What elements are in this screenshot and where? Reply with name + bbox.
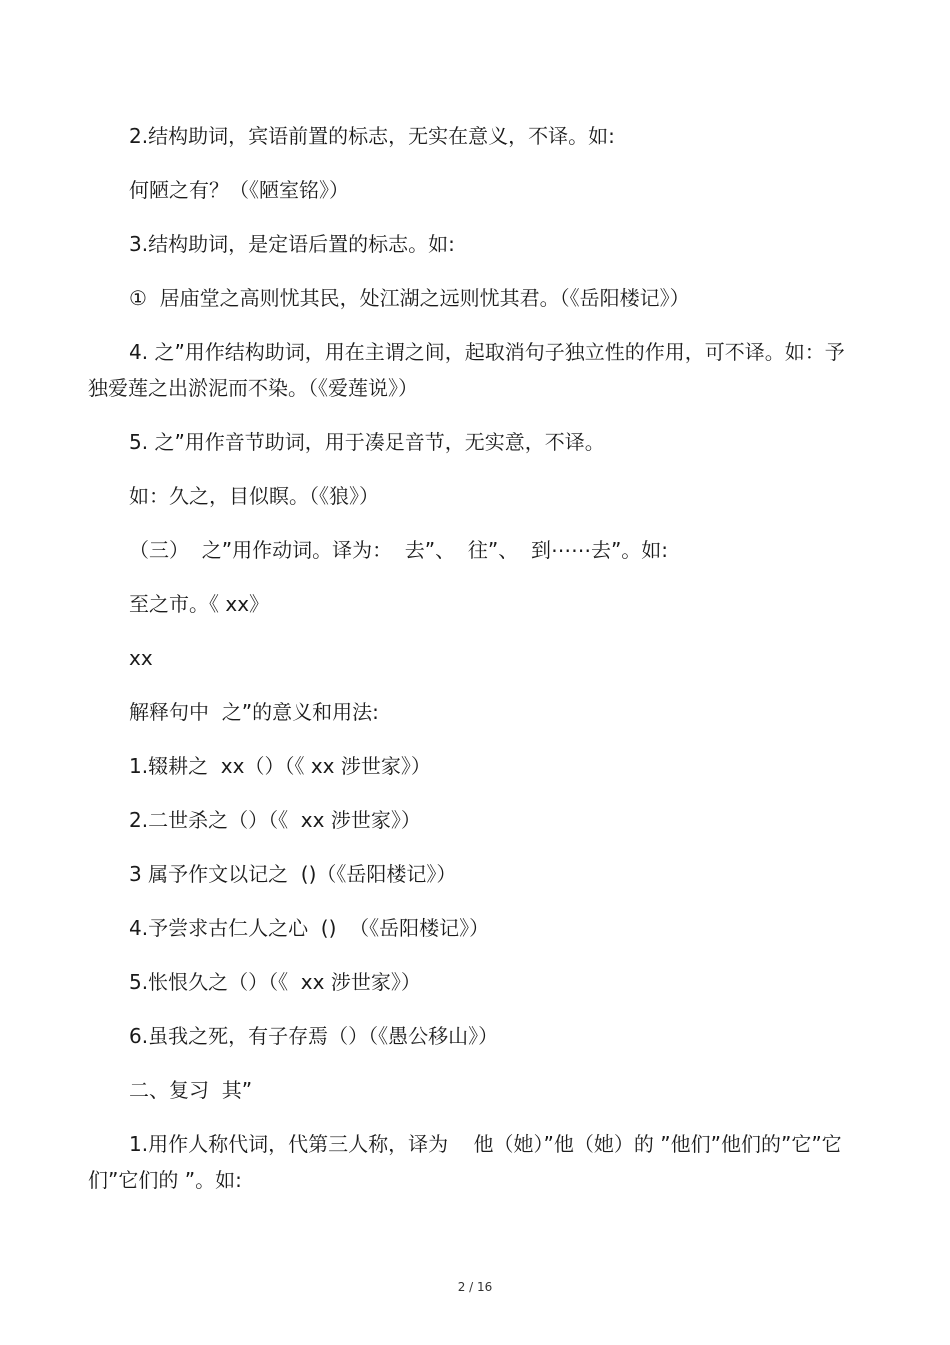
paragraph-14: 3 属予作文以记之 ()（《岳阳楼记》） (129, 862, 457, 886)
paragraph-5: 4. 之”用作结构助词，用在主谓之间，起取消句子独立性的作用，可不译。如：予独爱莲之出淤泥而不染。（《爱莲说》） (88, 340, 845, 400)
paragraph-17: 6.虽我之死，有子存焉（）（《愚公移山》） (129, 1024, 499, 1048)
paragraph-13: 2.二世杀之（）（《 xx 涉世家》） (129, 808, 421, 832)
paragraph-6: 5. 之”用作音节助词，用于凑足音节，无实意，不译。 (129, 430, 605, 454)
paragraph-18: 二、复习 其” (129, 1078, 253, 1102)
paragraph-3: 3.结构助词，是定语后置的标志。如: (129, 232, 455, 256)
page-number: 2 / 16 (457, 1280, 493, 1294)
paragraph-7: 如：久之，目似瞑。（《狼》） (129, 484, 379, 508)
paragraph-16: 5.怅恨久之（）（《 xx 涉世家》） (129, 970, 421, 994)
paragraph-4: ① 居庙堂之高则忧其民，处江湖之远则忧其君。（《岳阳楼记》） (129, 286, 690, 310)
paragraph-9: 至之市。《 xx》 (129, 592, 270, 616)
paragraph-2: 何陋之有？（《陋室铭》） (129, 178, 349, 202)
paragraph-12: 1.辍耕之 xx（）（《 xx 涉世家》） (129, 754, 431, 778)
paragraph-8: （三） 之”用作动词。译为： 去”、 往”、 到⋯⋯去”。如: (129, 538, 669, 562)
paragraph-1: 2.结构助词，宾语前置的标志，无实在意义，不译。如: (129, 124, 615, 148)
paragraph-11: 解释句中 之”的意义和用法: (129, 700, 379, 724)
paragraph-19: 1.用作人称代词，代第三人称，译为 他（她）”他（她）的 ”他们”他们的”它”它们”它们的 ”。如: (88, 1132, 842, 1192)
paragraph-10: xx (129, 646, 153, 670)
document-body (88, 118, 848, 1216)
paragraph-15: 4.予尝求古仁人之心 () （《岳阳楼记》） (129, 916, 490, 940)
